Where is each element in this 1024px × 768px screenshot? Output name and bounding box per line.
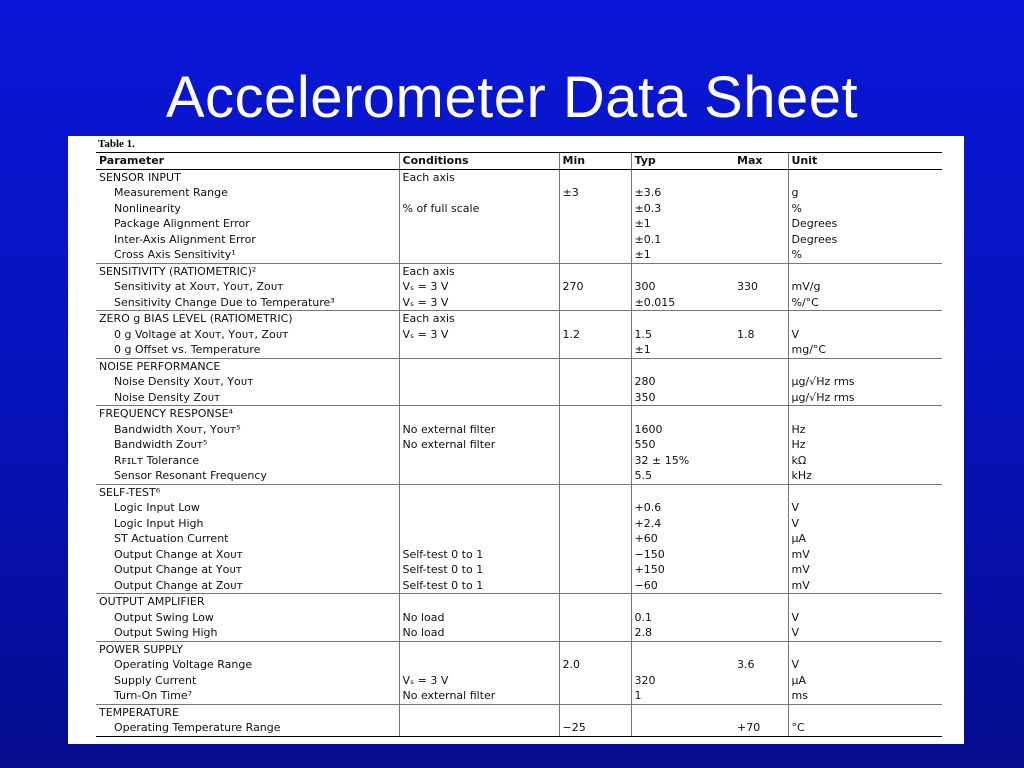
cell-min	[559, 531, 631, 547]
cell-min: ±3	[559, 185, 631, 201]
cell-max	[734, 390, 788, 406]
cell-parameter: Operating Voltage Range	[114, 658, 253, 671]
table-section-row	[96, 704, 942, 720]
header-min: Min	[559, 153, 631, 170]
cell-unit: kHz	[788, 468, 942, 484]
cell-min	[559, 311, 631, 327]
cell-unit	[788, 169, 942, 185]
table-section-row	[96, 484, 942, 500]
cell-typ	[631, 358, 734, 374]
datasheet-table-image	[68, 136, 964, 744]
cell-unit: V	[788, 500, 942, 516]
table-row	[96, 720, 942, 736]
cell-parameter: Bandwidth Xᴏᴜᴛ, Yᴏᴜᴛ⁵	[114, 422, 241, 436]
cell-unit: mV	[788, 562, 942, 578]
cell-min	[559, 484, 631, 500]
table-row	[96, 547, 942, 563]
cell-max	[734, 500, 788, 516]
table-row	[96, 327, 942, 343]
table-section-row	[96, 358, 942, 374]
cell-unit	[788, 484, 942, 500]
table-row	[96, 500, 942, 516]
cell-conditions: No external filter	[399, 688, 559, 704]
cell-conditions: % of full scale	[399, 201, 559, 217]
cell-parameter: NOISE PERFORMANCE	[99, 359, 221, 373]
cell-parameter: SENSOR INPUT	[99, 170, 181, 184]
cell-conditions	[399, 641, 559, 657]
cell-typ: 320	[631, 673, 734, 689]
cell-unit: °C	[788, 720, 942, 736]
table-row	[96, 201, 942, 217]
table-row	[96, 468, 942, 484]
cell-conditions: Each axis	[399, 311, 559, 327]
cell-unit: g	[788, 185, 942, 201]
table-row	[96, 279, 942, 295]
cell-parameter: Output Change at Zᴏᴜᴛ	[96, 578, 399, 594]
table-row	[96, 185, 942, 201]
cell-typ	[631, 720, 734, 736]
table-row	[96, 232, 942, 248]
header-parameter: Parameter	[96, 153, 399, 170]
cell-min: 270	[559, 279, 631, 295]
table-row	[96, 562, 942, 578]
cell-unit: mV/g	[788, 279, 942, 295]
cell-parameter: Output Change at Xᴏᴜᴛ	[114, 547, 243, 561]
cell-max: 1.8	[737, 327, 755, 341]
cell-unit: µg/√Hz rms	[788, 390, 942, 406]
cell-conditions	[399, 704, 559, 720]
cell-min	[559, 610, 631, 626]
table-row	[96, 295, 942, 311]
cell-unit: %	[788, 247, 942, 263]
cell-unit	[788, 594, 942, 610]
cell-min: 1.2	[559, 327, 631, 343]
cell-typ: 1.5	[631, 327, 734, 343]
cell-min	[559, 453, 631, 469]
cell-typ: 0.1	[631, 610, 734, 626]
cell-parameter: OUTPUT AMPLIFIER	[99, 595, 205, 608]
cell-parameter: Rꜰɪʟᴛ Tolerance	[114, 453, 200, 467]
cell-unit: V	[788, 625, 942, 641]
cell-min	[559, 374, 631, 390]
cell-conditions	[399, 594, 559, 610]
cell-parameter: 0 g Voltage at Xᴏᴜᴛ, Yᴏᴜᴛ, Zᴏᴜᴛ	[114, 327, 289, 341]
cell-parameter: Output Swing High	[96, 625, 399, 641]
table-section-row	[96, 406, 942, 422]
cell-parameter: Inter-Axis Alignment Error	[114, 232, 256, 246]
cell-conditions	[399, 484, 559, 500]
cell-typ	[631, 594, 734, 610]
cell-max	[734, 625, 788, 641]
cell-conditions: Self-test 0 to 1	[399, 562, 559, 578]
cell-max	[734, 311, 788, 327]
cell-parameter: Sensitivity at Xᴏᴜᴛ, Yᴏᴜᴛ, Zᴏᴜᴛ	[114, 280, 284, 293]
header-unit: Unit	[788, 153, 942, 170]
cell-typ: +0.6	[631, 500, 734, 516]
cell-max	[734, 422, 788, 438]
cell-typ: −60	[631, 578, 734, 594]
cell-typ	[631, 641, 734, 657]
cell-min	[559, 406, 631, 422]
cell-parameter: ST Actuation Current	[114, 532, 229, 545]
cell-max	[734, 610, 788, 626]
header-max: Max	[734, 153, 788, 170]
cell-max	[734, 201, 788, 217]
cell-max: 3.6	[737, 658, 755, 671]
cell-unit	[788, 704, 942, 720]
cell-conditions	[399, 720, 559, 736]
cell-conditions	[399, 500, 559, 516]
cell-unit: Hz	[788, 437, 942, 453]
table-section-row	[96, 169, 942, 185]
cell-unit: V	[788, 516, 942, 532]
cell-parameter: POWER SUPPLY	[99, 642, 183, 656]
cell-typ	[631, 169, 734, 185]
cell-conditions	[399, 406, 559, 422]
cell-conditions: No external filter	[399, 437, 559, 453]
cell-min	[559, 295, 631, 311]
cell-unit: V	[788, 657, 942, 673]
cell-min	[559, 358, 631, 374]
cell-typ	[631, 263, 734, 279]
table-row	[96, 610, 942, 626]
cell-typ: 2.8	[631, 625, 734, 641]
cell-typ: 1600	[631, 422, 734, 438]
cell-parameter: Sensitivity Change Due to Temperature³	[96, 295, 399, 311]
cell-conditions: Vₛ = 3 V	[399, 295, 559, 311]
table-section-row	[96, 641, 942, 657]
cell-typ: −150	[631, 547, 734, 563]
cell-max	[734, 673, 788, 689]
cell-max	[734, 263, 788, 279]
cell-parameter: Cross Axis Sensitivity¹	[96, 247, 399, 263]
cell-unit: %/°C	[788, 295, 942, 311]
cell-typ: ±1	[631, 216, 734, 232]
cell-typ: ±0.015	[631, 295, 734, 311]
cell-parameter: FREQUENCY RESPONSE⁴	[99, 407, 233, 420]
cell-parameter: Measurement Range	[114, 186, 228, 199]
cell-max	[734, 562, 788, 578]
cell-min	[559, 263, 631, 279]
cell-parameter: SENSITIVITY (RATIOMETRIC)²	[99, 264, 257, 278]
cell-typ: +2.4	[631, 516, 734, 532]
cell-conditions	[399, 342, 559, 358]
header-conditions: Conditions	[399, 153, 559, 170]
cell-max	[734, 295, 788, 311]
cell-min	[559, 468, 631, 484]
cell-min	[559, 625, 631, 641]
cell-parameter: Package Alignment Error	[114, 217, 250, 230]
cell-conditions	[399, 374, 559, 390]
cell-min	[559, 594, 631, 610]
cell-max	[734, 247, 788, 263]
cell-max	[734, 406, 788, 422]
cell-parameter: Output Swing Low	[114, 610, 214, 624]
cell-min: −25	[559, 720, 631, 736]
cell-max	[734, 216, 788, 232]
cell-unit: Hz	[788, 422, 942, 438]
cell-typ: ±0.1	[631, 232, 734, 248]
cell-conditions: Each axis	[399, 169, 559, 185]
cell-max	[734, 704, 788, 720]
cell-unit: kΩ	[788, 453, 942, 469]
cell-max	[734, 342, 788, 358]
cell-min: 2.0	[559, 657, 631, 673]
cell-typ: ±3.6	[631, 185, 734, 201]
cell-unit	[788, 641, 942, 657]
cell-min	[559, 673, 631, 689]
cell-typ: 550	[631, 437, 734, 453]
table-row	[96, 453, 942, 469]
cell-unit: µA	[788, 673, 942, 689]
cell-max	[734, 232, 788, 248]
cell-typ: 1	[631, 688, 734, 704]
cell-unit: ms	[788, 688, 942, 704]
cell-max	[734, 169, 788, 185]
cell-parameter: Turn-On Time⁷	[96, 688, 399, 704]
cell-conditions	[399, 453, 559, 469]
table-row	[96, 216, 942, 232]
cell-min	[559, 562, 631, 578]
cell-typ	[631, 657, 734, 673]
slide-title: Accelerometer Data Sheet	[165, 65, 859, 130]
cell-parameter: Logic Input High	[114, 516, 204, 530]
cell-parameter: Logic Input Low	[114, 501, 200, 514]
table-row	[96, 437, 942, 453]
cell-unit: mV	[788, 547, 942, 563]
cell-conditions	[399, 358, 559, 374]
cell-min	[559, 641, 631, 657]
cell-max: +70	[734, 720, 788, 736]
cell-max	[734, 374, 788, 390]
cell-min	[559, 247, 631, 263]
cell-max	[734, 688, 788, 704]
cell-conditions: No load	[399, 625, 559, 641]
cell-unit: V	[788, 610, 942, 626]
cell-unit	[788, 358, 942, 374]
cell-max	[734, 437, 788, 453]
cell-conditions	[399, 657, 559, 673]
cell-min	[559, 422, 631, 438]
cell-unit: V	[788, 327, 942, 343]
cell-unit: µg/√Hz rms	[788, 374, 942, 390]
table-section-row	[96, 594, 942, 610]
cell-typ	[631, 406, 734, 422]
cell-conditions: Each axis	[399, 263, 559, 279]
cell-typ: ±1	[631, 247, 734, 263]
cell-min	[559, 547, 631, 563]
cell-conditions	[399, 468, 559, 484]
table-row	[96, 422, 942, 438]
table-row	[96, 578, 942, 594]
cell-parameter: SELF-TEST⁶	[99, 485, 161, 499]
cell-unit: Degrees	[788, 232, 942, 248]
cell-unit: Degrees	[788, 216, 942, 232]
table-row	[96, 516, 942, 532]
cell-parameter: Operating Temperature Range	[96, 720, 399, 736]
cell-conditions: Vₛ = 3 V	[399, 279, 559, 295]
cell-typ: 350	[631, 390, 734, 406]
cell-min	[559, 390, 631, 406]
cell-max	[734, 484, 788, 500]
cell-conditions: Vₛ = 3 V	[399, 327, 559, 343]
cell-parameter: ZERO g BIAS LEVEL (RATIOMETRIC)	[99, 312, 293, 325]
cell-unit: mV	[788, 578, 942, 594]
cell-max	[734, 516, 788, 532]
table-row	[96, 390, 942, 406]
cell-max	[734, 641, 788, 657]
cell-min	[559, 516, 631, 532]
cell-conditions: Self-test 0 to 1	[399, 578, 559, 594]
cell-min	[559, 578, 631, 594]
cell-min	[559, 688, 631, 704]
cell-conditions	[399, 232, 559, 248]
cell-parameter: TEMPERATURE	[99, 705, 179, 719]
cell-typ: 32 ± 15%	[631, 453, 734, 469]
cell-min	[559, 232, 631, 248]
cell-conditions	[399, 516, 559, 532]
cell-max	[734, 547, 788, 563]
cell-conditions	[399, 531, 559, 547]
cell-typ: 280	[631, 374, 734, 390]
cell-parameter: Output Change at Yᴏᴜᴛ	[114, 563, 243, 576]
cell-min	[559, 216, 631, 232]
cell-max	[734, 468, 788, 484]
table-row	[96, 657, 942, 673]
cell-max: 330	[737, 280, 758, 293]
cell-max	[734, 531, 788, 547]
table-row	[96, 625, 942, 641]
cell-parameter: 0 g Offset vs. Temperature	[96, 342, 399, 358]
table-row	[96, 673, 942, 689]
cell-min	[559, 342, 631, 358]
cell-min	[559, 201, 631, 217]
cell-max	[734, 358, 788, 374]
cell-typ	[631, 311, 734, 327]
cell-conditions	[399, 390, 559, 406]
table-section-row	[96, 311, 942, 327]
table-row	[96, 247, 942, 263]
table-row	[96, 531, 942, 547]
cell-parameter: Noise Density Zᴏᴜᴛ	[96, 390, 399, 406]
cell-unit	[788, 311, 942, 327]
table-caption: Table 1.	[98, 138, 135, 150]
cell-conditions: Self-test 0 to 1	[399, 547, 559, 563]
spec-table	[96, 152, 942, 737]
cell-unit	[788, 406, 942, 422]
cell-max	[734, 185, 788, 201]
cell-conditions: No load	[399, 610, 559, 626]
cell-typ: +150	[631, 562, 734, 578]
cell-conditions	[399, 185, 559, 201]
cell-unit	[788, 263, 942, 279]
cell-min	[559, 169, 631, 185]
cell-parameter: Nonlinearity	[114, 201, 181, 215]
cell-parameter: Sensor Resonant Frequency	[96, 468, 399, 484]
cell-conditions: Vₛ = 3 V	[399, 673, 559, 689]
cell-typ: 5.5	[631, 468, 734, 484]
cell-conditions: No external filter	[399, 422, 559, 438]
table-row	[96, 688, 942, 704]
cell-parameter: Noise Density Xᴏᴜᴛ, Yᴏᴜᴛ	[114, 375, 254, 388]
table-header-row	[96, 153, 942, 170]
cell-parameter: Bandwidth Zᴏᴜᴛ⁵	[114, 438, 208, 451]
cell-min	[559, 500, 631, 516]
table-section-row	[96, 263, 942, 279]
cell-conditions	[399, 216, 559, 232]
header-typ: Typ	[631, 153, 734, 170]
table-row	[96, 342, 942, 358]
cell-conditions	[399, 247, 559, 263]
cell-typ	[631, 484, 734, 500]
cell-typ: +60	[631, 531, 734, 547]
table-row	[96, 374, 942, 390]
cell-typ	[631, 704, 734, 720]
cell-unit: %	[788, 201, 942, 217]
cell-typ: ±1	[631, 342, 734, 358]
cell-unit: mg/°C	[788, 342, 942, 358]
cell-min	[559, 704, 631, 720]
cell-min	[559, 437, 631, 453]
cell-typ: 300	[631, 279, 734, 295]
cell-unit: µA	[788, 531, 942, 547]
cell-typ: ±0.3	[631, 201, 734, 217]
cell-max	[734, 594, 788, 610]
cell-max	[734, 578, 788, 594]
cell-parameter: Supply Current	[114, 673, 197, 687]
cell-max	[734, 453, 788, 469]
